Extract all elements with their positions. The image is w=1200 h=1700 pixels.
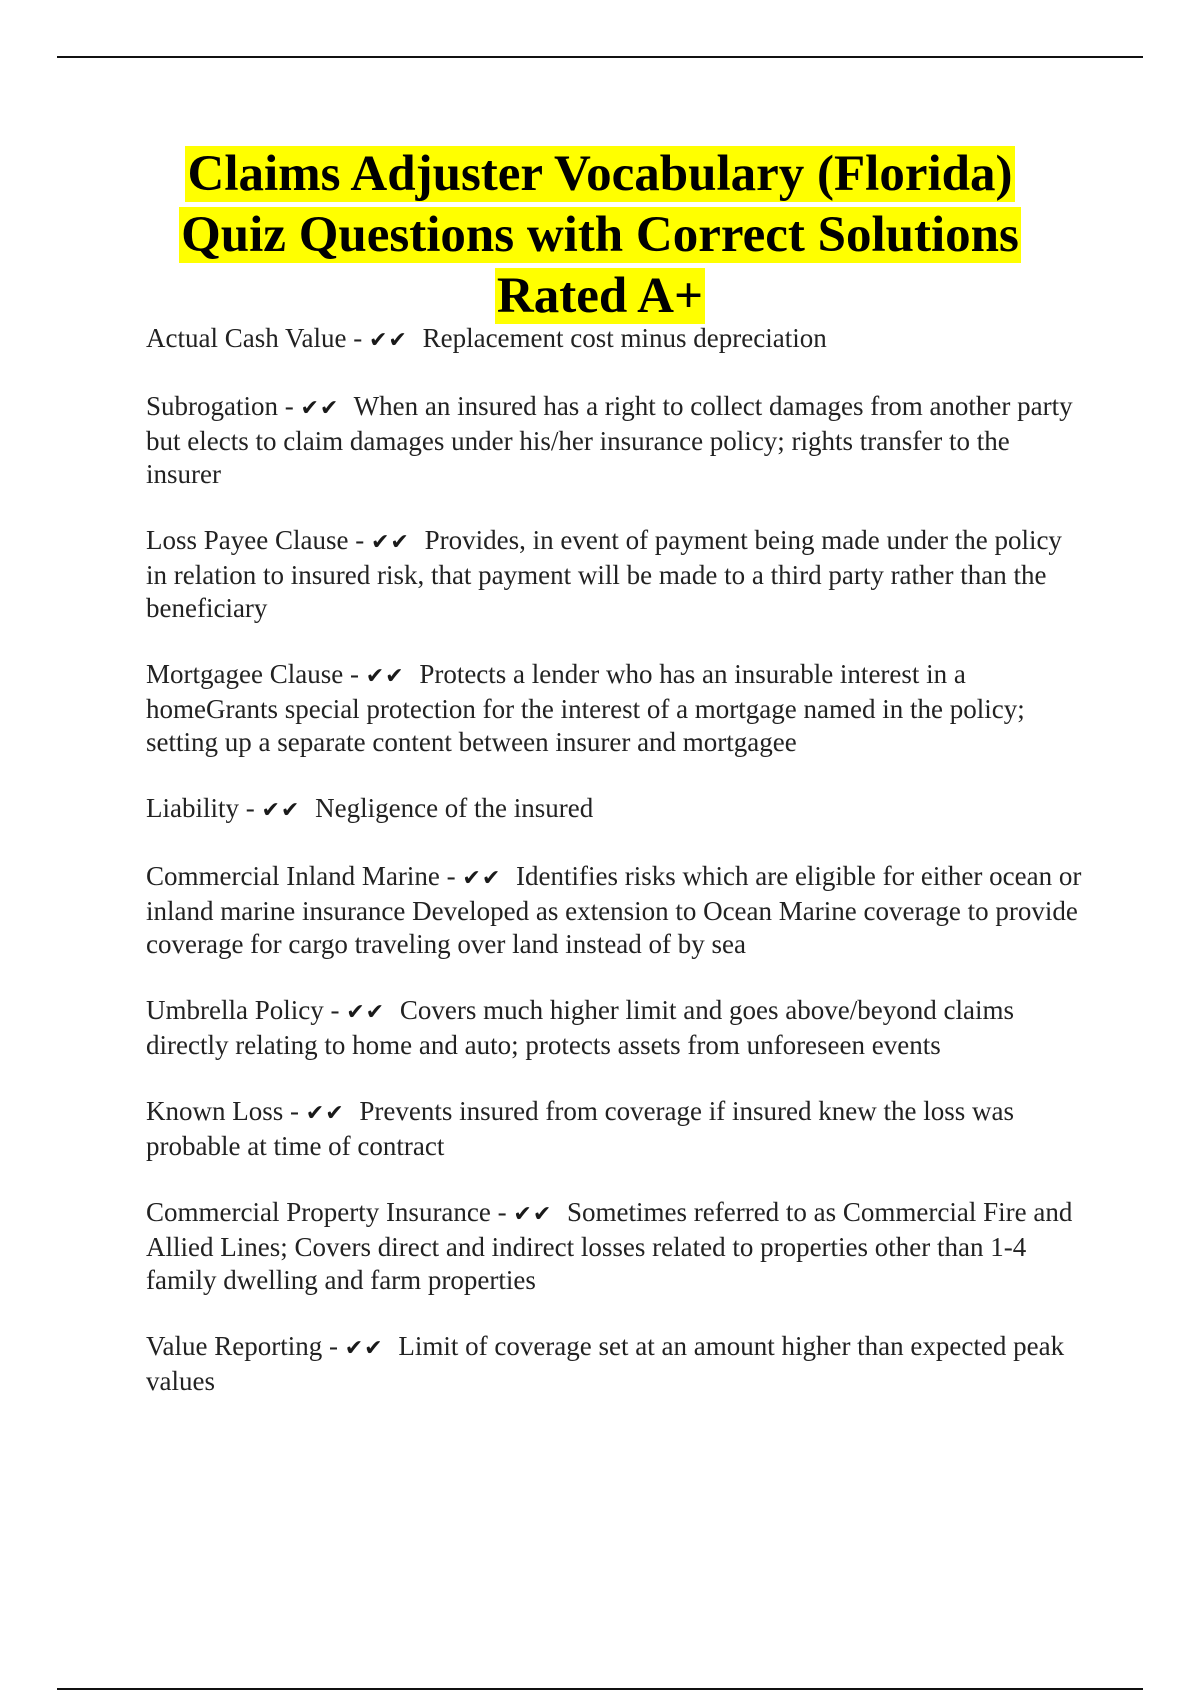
double-check-icon: ✔✔ bbox=[462, 866, 502, 891]
vocab-entry-subrogation bbox=[146, 390, 1086, 491]
entry-separator: - bbox=[283, 1096, 306, 1126]
entry-definition: Identifies risks which are eligible for either ocean or inland marine insurance Developed as extension to Ocean Marine coverage to provide coverage for cargo traveling over land instead of by sea bbox=[146, 861, 1082, 959]
double-check-icon: ✔✔ bbox=[365, 664, 405, 689]
double-check-icon: ✔✔ bbox=[261, 798, 301, 823]
vocab-entry-known-loss bbox=[146, 1095, 1086, 1163]
double-check-icon: ✔✔ bbox=[300, 396, 340, 421]
vocabulary-list bbox=[146, 322, 1086, 1431]
entry-term: Subrogation bbox=[146, 391, 278, 421]
entry-separator: - bbox=[322, 1331, 345, 1361]
entry-separator: - bbox=[490, 1197, 514, 1227]
vocab-entry-value-reporting bbox=[146, 1330, 1086, 1398]
double-check-icon: ✔✔ bbox=[370, 530, 410, 555]
entry-term: Value Reporting bbox=[146, 1331, 323, 1361]
entry-definition: Limit of coverage set at an amount higher than expected peak values bbox=[146, 1331, 1065, 1396]
entry-definition: Prevents insured from coverage if insured knew the loss was probable at time of contract bbox=[146, 1096, 1014, 1161]
double-check-icon: ✔✔ bbox=[368, 328, 408, 353]
entry-term: Commercial Property Insurance bbox=[146, 1197, 491, 1227]
vocab-entry-commercial-inland-marine bbox=[146, 860, 1086, 961]
vocab-entry-mortgagee-clause bbox=[146, 658, 1086, 759]
entry-term: Mortgagee Clause bbox=[146, 659, 344, 689]
double-check-icon: ✔✔ bbox=[305, 1101, 345, 1126]
entry-term: Actual Cash Value bbox=[146, 323, 347, 353]
title-line-2: Quiz Questions with Correct Solutions bbox=[181, 207, 1019, 263]
bottom-rule bbox=[57, 1688, 1143, 1690]
entry-definition: Negligence of the insured bbox=[315, 793, 594, 823]
entry-term: Umbrella Policy bbox=[146, 995, 324, 1025]
top-rule bbox=[57, 56, 1143, 58]
double-check-icon: ✔✔ bbox=[344, 1336, 384, 1361]
entry-definition: Covers much higher limit and goes above/beyond claims directly relating to home and auto; protects assets from unforeseen events bbox=[146, 995, 1014, 1060]
vocab-entry-loss-payee-clause bbox=[146, 524, 1086, 625]
entry-separator: - bbox=[343, 659, 366, 689]
entry-definition: When an insured has a right to collect damages from another party but elects to claim damages under his/her insurance policy; rights transfer to the insurer bbox=[146, 391, 1073, 489]
entry-term: Known Loss bbox=[146, 1096, 284, 1126]
entry-separator: - bbox=[346, 323, 369, 353]
entry-definition: Sometimes referred to as Commercial Fire and Allied Lines; Covers direct and indirect losses related to properties other than 1-4 family dwelling and farm properties bbox=[146, 1197, 1073, 1295]
entry-separator: - bbox=[323, 995, 347, 1025]
vocab-entry-umbrella-policy bbox=[146, 994, 1086, 1062]
vocab-entry-actual-cash-value bbox=[146, 322, 1086, 357]
entry-definition: Protects a lender who has an insurable interest in a homeGrants special protection for the interest of a mortgage named in the policy; setting up a separate content between insurer and mortgagee bbox=[146, 659, 1025, 757]
double-check-icon: ✔✔ bbox=[513, 1202, 553, 1227]
vocab-entry-commercial-property-insurance bbox=[146, 1196, 1086, 1297]
entry-separator: - bbox=[238, 793, 262, 823]
title-line-1: Claims Adjuster Vocabulary (Florida) bbox=[187, 146, 1013, 202]
double-check-icon: ✔✔ bbox=[346, 1000, 386, 1025]
entry-separator: - bbox=[439, 861, 463, 891]
entry-definition: Replacement cost minus depreciation bbox=[422, 323, 827, 353]
entry-definition: Provides, in event of payment being made under the policy in relation to insured risk, that payment will be made to a third party rather than the beneficiary bbox=[146, 525, 1062, 623]
document-title bbox=[57, 144, 1143, 327]
entry-separator: - bbox=[348, 525, 371, 555]
entry-term: Loss Payee Clause bbox=[146, 525, 349, 555]
vocab-entry-liability bbox=[146, 792, 1086, 827]
title-line-3: Rated A+ bbox=[496, 268, 704, 324]
entry-term: Commercial Inland Marine bbox=[146, 861, 440, 891]
entry-separator: - bbox=[278, 391, 301, 421]
entry-term: Liability bbox=[146, 793, 239, 823]
